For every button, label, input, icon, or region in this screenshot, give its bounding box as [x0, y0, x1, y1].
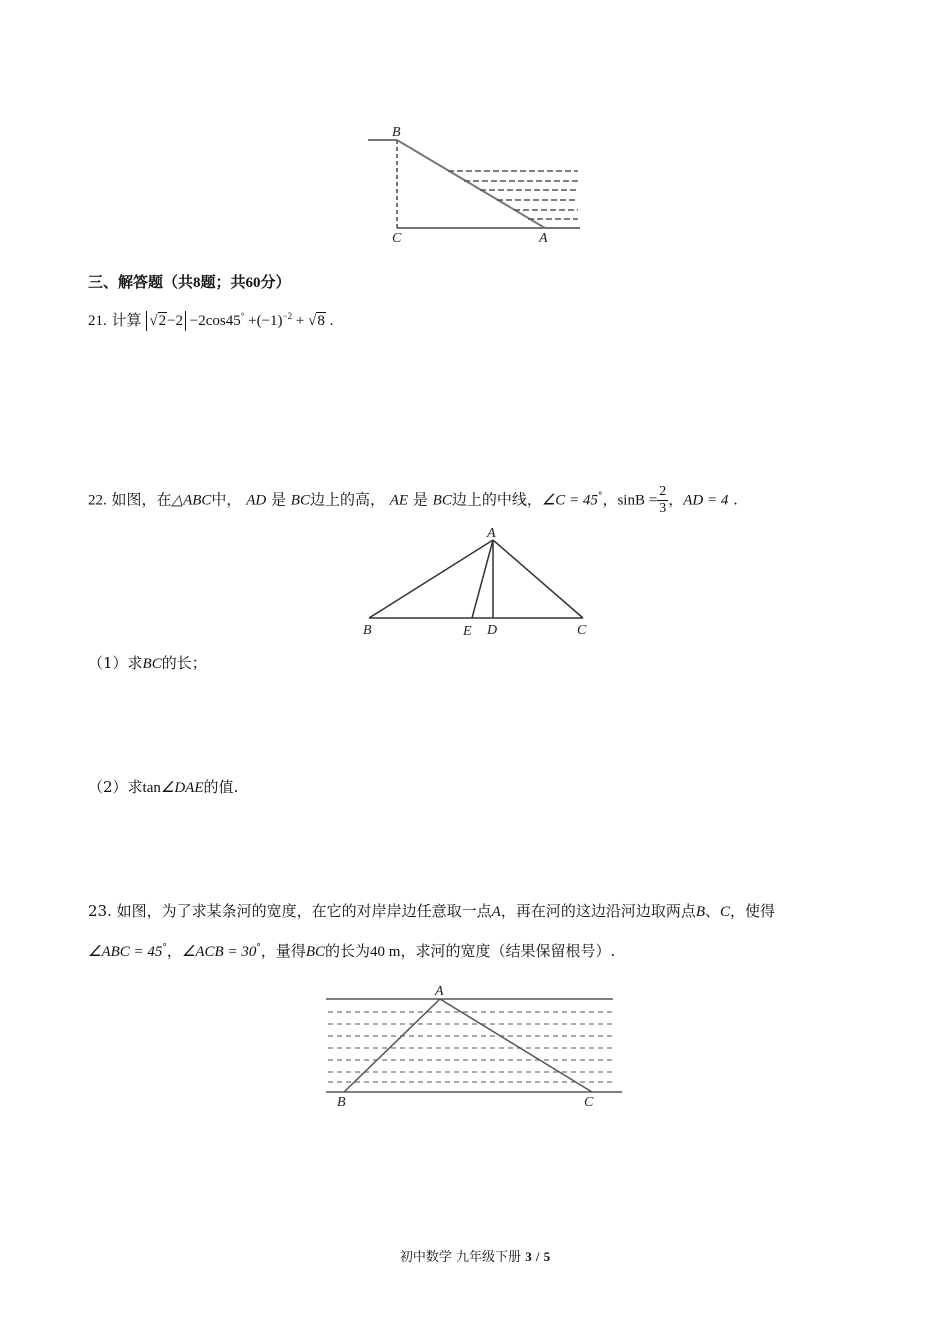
q23-mid2: ，量得 — [260, 942, 306, 960]
q22-part-2 — [88, 776, 238, 797]
footer-total: 5 — [543, 1249, 551, 1264]
figure-river — [320, 985, 630, 1110]
label-c: C — [584, 1095, 594, 1110]
q22-part2-fn: tan — [142, 780, 161, 796]
q22-gao: 边上的高， — [309, 490, 385, 509]
q22-angle-c: ∠C = 45 — [541, 492, 598, 509]
q23-post: ，使得 — [730, 902, 776, 920]
side-ac — [493, 540, 583, 618]
figure-triangle-abc — [355, 522, 595, 642]
q22-comma: ， — [602, 490, 618, 509]
q23-len-pre: 的长为 — [325, 942, 371, 960]
q22-triangle: △ABC — [171, 492, 212, 509]
q21-sqrt-arg: 2 — [158, 313, 167, 329]
label-c: C — [577, 623, 587, 638]
q21-plus-1: + — [248, 313, 257, 329]
q21-minus-two: −2 — [167, 313, 184, 329]
label-a: A — [539, 231, 548, 245]
q21-neg-one: (−1) — [256, 313, 283, 329]
q23-point-b: B — [695, 904, 705, 920]
q22-part1-post: 的长； — [161, 654, 207, 672]
q21-cos-term: −2cos45 — [189, 313, 241, 329]
q23-bc: BC — [305, 944, 326, 960]
label-a: A — [435, 985, 444, 999]
q22-part2-var: ∠DAE — [160, 780, 204, 796]
section-end: 分） — [260, 273, 291, 291]
q22-sinb: sinB = — [617, 492, 658, 509]
q22-frac-num: 2 — [659, 484, 667, 499]
q21-exponent: −2 — [282, 311, 293, 321]
footer-sep: / — [535, 1249, 540, 1264]
label-d: D — [487, 623, 498, 638]
section-mid: 题；共 — [200, 273, 246, 291]
q23-mid: ，再在河的这边沿河边取两点 — [500, 902, 696, 920]
label-b: B — [363, 623, 372, 638]
q22-mid: 边上的中线， — [451, 490, 542, 509]
q22-shi: 是 — [271, 490, 287, 509]
q22-bc: BC — [290, 492, 310, 509]
q22-part2-pre: （2）求 — [88, 778, 143, 796]
q22-intro: 如图，在 — [111, 490, 172, 509]
q23-comma: ， — [166, 942, 182, 960]
q21-degree: ° — [240, 311, 245, 321]
q22-bc2: BC — [432, 492, 452, 509]
q21-expression: $√2-2 -2\cos 45^\circ +(-1)^{-2} + √8$ . — [146, 313, 333, 329]
q22-part2-post: 的值. — [203, 778, 239, 796]
q22-zhong: 中， — [211, 490, 242, 509]
q23-pre: 23. 如图，为了求某条河的宽度，在它的对岸岸边任意取一点 — [88, 902, 492, 920]
q21-sqrt8: 8 — [317, 313, 325, 329]
q21-plus-2: + — [295, 313, 305, 329]
figure-slope-river — [360, 120, 590, 245]
label-b: B — [337, 1095, 346, 1110]
q22-part1-var: BC — [142, 656, 162, 672]
q21-end: . — [329, 313, 334, 329]
page-footer — [0, 1246, 950, 1265]
section-heading — [88, 271, 291, 292]
q22-ae: AE — [389, 492, 409, 509]
q23-point-a: A — [491, 904, 501, 920]
q22-part1-pre: （1）求 — [88, 654, 143, 672]
q23-length: 40 m — [370, 944, 401, 960]
label-c: C — [392, 231, 402, 245]
q23-line-1 — [88, 900, 775, 921]
q22-end: . — [733, 490, 738, 509]
q22-ad: AD — [246, 492, 267, 509]
q21-number: 21. — [88, 313, 107, 329]
footer-page: 3 — [525, 1249, 532, 1264]
q22-shi2: 是 — [412, 490, 428, 509]
question-21 — [88, 309, 333, 330]
slope-line-ba — [397, 140, 545, 228]
q22-degree: ° — [597, 491, 603, 502]
q22-ad-eq: AD = 4 — [683, 492, 729, 509]
label-a: A — [487, 526, 496, 541]
q23-angle-abc: ∠ABC = 45 — [88, 944, 163, 960]
q22-frac-den: 3 — [659, 501, 667, 516]
section-count: 8 — [193, 275, 201, 291]
q21-verb: 计算 — [111, 311, 142, 329]
label-b: B — [392, 125, 401, 140]
section-points: 60 — [245, 275, 261, 291]
q23-degree-2: ° — [256, 943, 261, 953]
q22-comma2: ， — [668, 490, 684, 509]
q22-number: 22. — [88, 492, 107, 509]
label-e: E — [463, 624, 472, 639]
q23-angle-acb: ∠ACB = 30 — [181, 944, 257, 960]
side-ac — [440, 999, 592, 1092]
q23-point-c: C — [720, 904, 731, 920]
question-22 — [88, 484, 738, 517]
q22-part-1 — [88, 652, 207, 673]
q23-post2: ，求河的宽度（结果保留根号）. — [400, 942, 616, 960]
q23-degree-1: ° — [162, 943, 167, 953]
section-title: 三、解答题（共 — [88, 273, 194, 291]
q23-line-2 — [88, 940, 615, 961]
footer-text: 初中数学 九年级下册 — [399, 1250, 522, 1265]
q22-fraction — [657, 484, 668, 517]
q23-sep: 、 — [705, 902, 721, 920]
side-ab — [344, 999, 440, 1092]
